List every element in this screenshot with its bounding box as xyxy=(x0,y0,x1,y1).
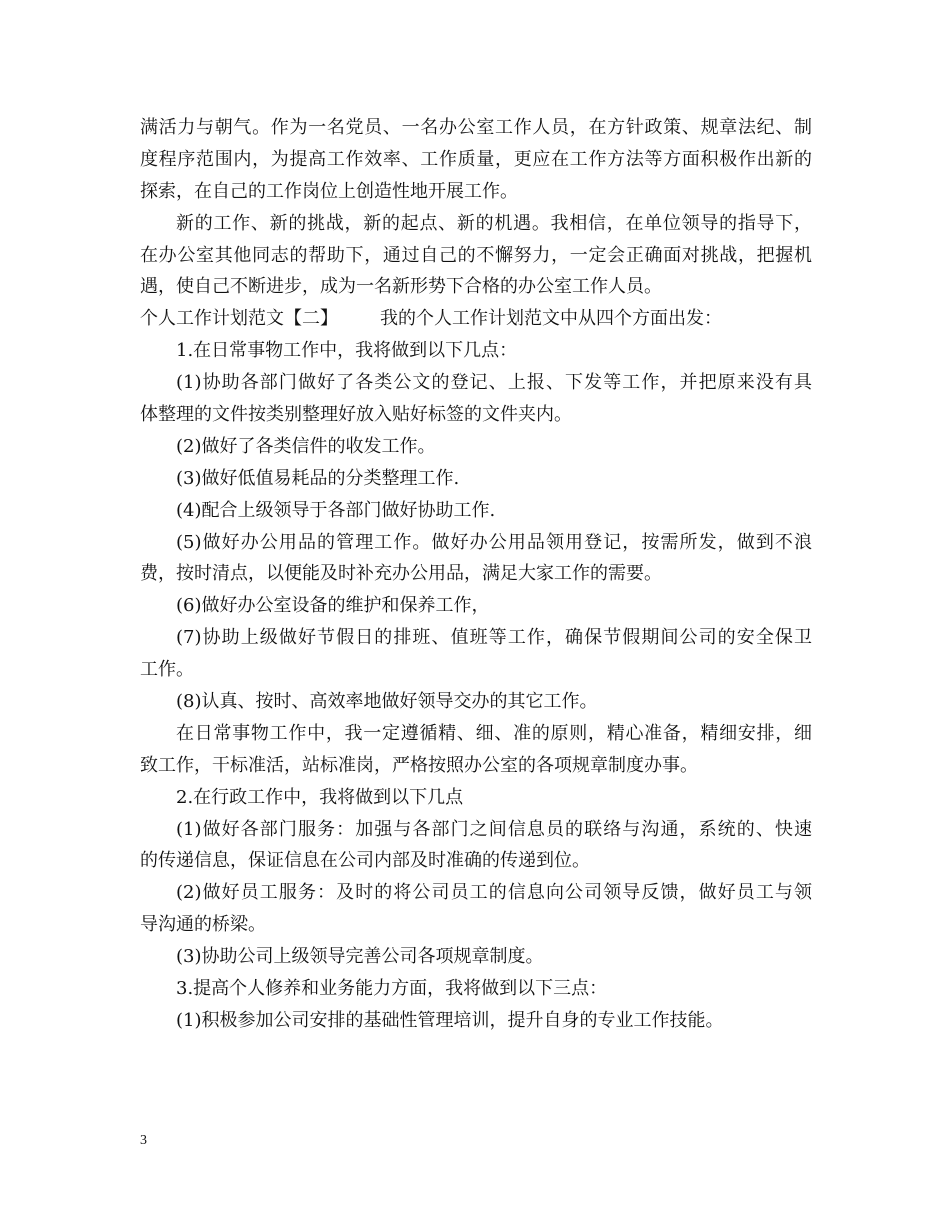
section-intro: 我的个人工作计划范文中从四个方面出发： xyxy=(380,308,722,330)
list-item: (2)做好了各类信件的收发工作。 xyxy=(176,435,436,457)
list-item: (6)做好办公室设备的维护和保养工作， xyxy=(176,595,490,617)
page-number: 3 xyxy=(140,1133,147,1148)
list-item-continuation: 导沟通的桥梁。 xyxy=(140,914,266,936)
list-item-continuation: 体整理的文件按类别整理好放入贴好标签的文件夹内。 xyxy=(140,404,572,426)
list-item: (3)做好低值易耗品的分类整理工作. xyxy=(176,467,460,489)
section-heading-line xyxy=(140,303,812,335)
document-body xyxy=(140,112,812,1037)
list-item: (3)协助公司上级领导完善公司各项规章制度。 xyxy=(176,946,544,968)
list-heading: 1.在日常事物工作中，我将做到以下几点： xyxy=(176,340,518,362)
list-item: (8)认真、按时、高效率地做好领导交办的其它工作。 xyxy=(176,691,598,713)
section-heading: 个人工作计划范文【二】 xyxy=(140,308,338,330)
paragraph-line: 满活力与朝气。作为一名党员、一名办公室工作人员，在方针政策、规章法纪、制 xyxy=(140,117,812,138)
paragraph-line: 致工作，干标准活，站标准岗，严格按照办公室的各项规章制度办事。 xyxy=(140,754,698,776)
list-item: (5)做好办公用品的管理工作。做好办公用品领用登记，按需所发，做到不浪 xyxy=(176,531,812,553)
list-item-continuation: 工作。 xyxy=(140,659,194,681)
list-item: (1)做好各部门服务：加强与各部门之间信息员的联络与沟通，系统的、快速 xyxy=(176,818,812,840)
paragraph-line: 在日常事物工作中，我一定遵循精、细、准的原则，精心准备，精细安排，细 xyxy=(176,722,812,744)
list-item-continuation: 费，按时清点，以便能及时补充办公用品，满足大家工作的需要。 xyxy=(140,563,662,585)
list-item: (4)配合上级领导于各部门做好协助工作. xyxy=(176,499,496,521)
paragraph-line: 在办公室其他同志的帮助下，通过自己的不懈努力，一定会正确面对挑战，把握机 xyxy=(140,244,812,266)
list-item: (7)协助上级做好节假日的排班、值班等工作，确保节假期间公司的安全保卫 xyxy=(176,627,812,649)
list-heading: 3.提高个人修养和业务能力方面，我将做到以下三点： xyxy=(176,978,608,1000)
list-item-continuation: 的传递信息，保证信息在公司内部及时准确的传递到位。 xyxy=(140,850,590,872)
list-item: (2)做好员工服务：及时的将公司员工的信息向公司领导反馈，做好员工与领 xyxy=(176,882,812,904)
paragraph-line: 新的工作、新的挑战，新的起点、新的机遇。我相信，在单位领导的指导下， xyxy=(176,212,812,234)
paragraph-line: 探索，在自己的工作岗位上创造性地开展工作。 xyxy=(140,180,518,202)
paragraph-line: 度程序范围内，为提高工作效率、工作质量，更应在工作方法等方面积极作出新的 xyxy=(140,148,812,170)
paragraph-line: 遇，使自己不断进步，成为一名新形势下合格的办公室工作人员。 xyxy=(140,276,662,298)
list-heading: 2.在行政工作中，我将做到以下几点 xyxy=(176,786,464,808)
list-item: (1)协助各部门做好了各类公文的登记、上报、下发等工作，并把原来没有具 xyxy=(176,372,812,394)
list-item: (1)积极参加公司安排的基础性管理培训，提升自身的专业工作技能。 xyxy=(176,1009,724,1031)
